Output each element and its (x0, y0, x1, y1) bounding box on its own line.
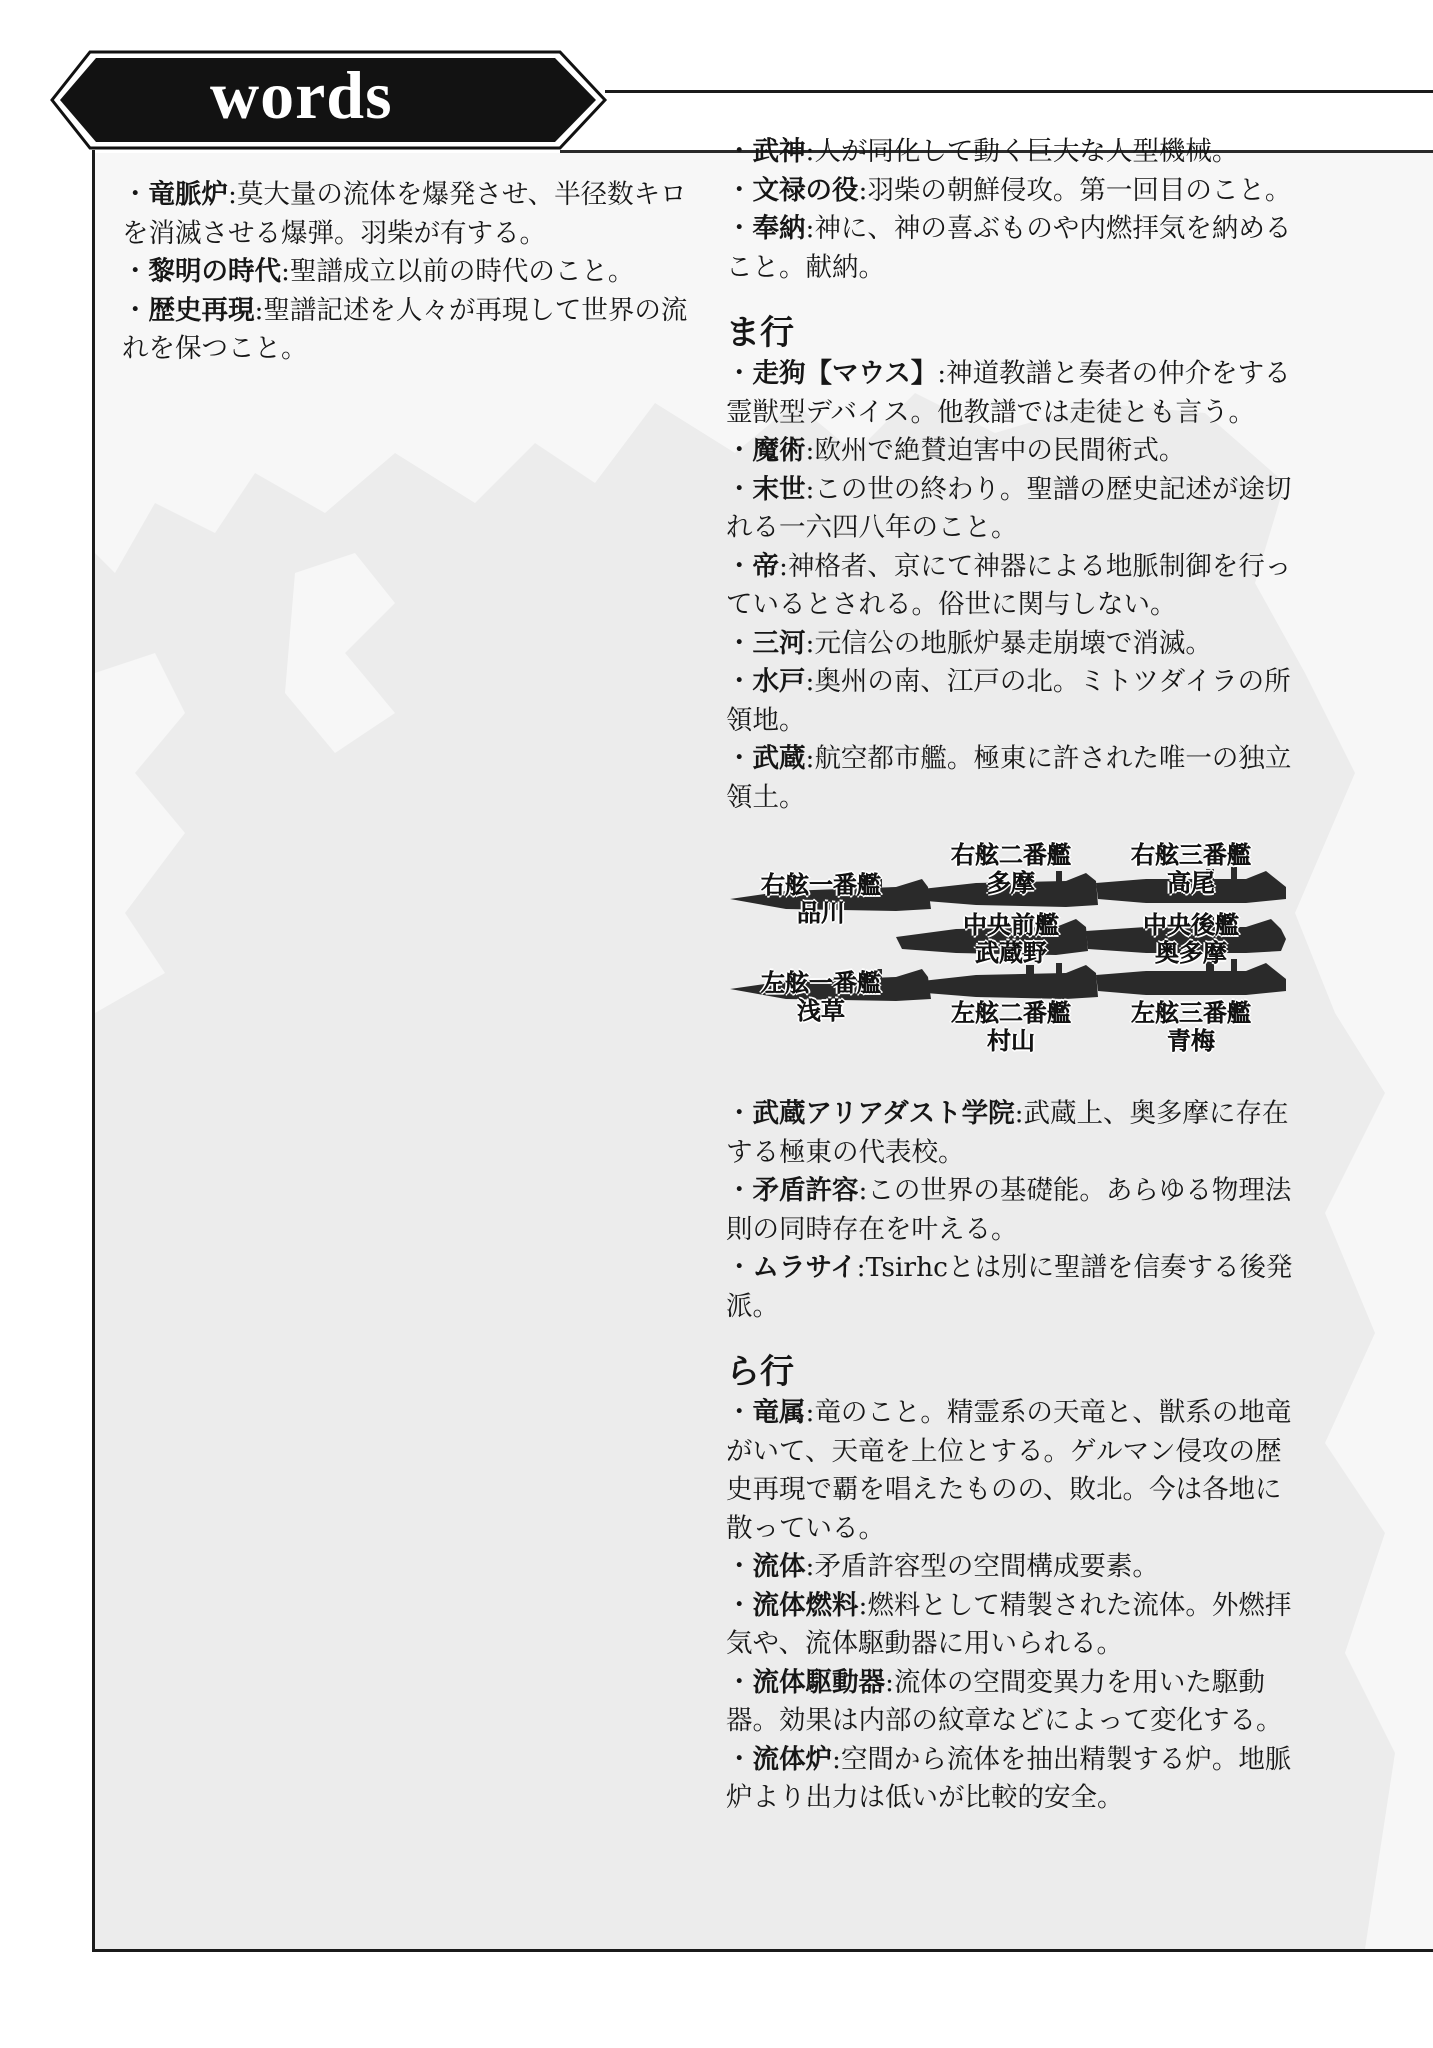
list-item: ・水戸:奥州の南、江戸の北。ミトツダイラの所領地。 (726, 666, 1291, 736)
section-heading-ma: ま行 (726, 313, 794, 353)
header-banner (0, 50, 620, 150)
ship-label-starboard-2: 右舷二番艦 多摩 (951, 840, 1071, 897)
page-title: words (210, 57, 393, 133)
list-item: ・末世:この世の終わり。聖譜の歴史記述が途切れる一六四八年のこと。 (726, 473, 1292, 543)
list-item: ・矛盾許容:この世界の基礎能。あらゆる物理法則の同時存在を叶える。 (726, 1175, 1292, 1245)
list-item: ・竜脈炉:莫大量の流体を爆発させ、半径数キロを消滅させる爆弾。羽柴が有する。 (122, 179, 687, 249)
mid-entry-list (726, 1095, 1306, 1326)
ship-label-starboard-3: 右舷三番艦 高尾 (1131, 840, 1251, 897)
ma-entry-list (726, 355, 1306, 817)
list-item: ・武神:人が同化して動く巨大な人型機械。 (726, 136, 1239, 167)
list-item: ・武蔵:航空都市艦。極東に許された唯一の独立領土。 (726, 743, 1292, 813)
list-item: ・武蔵アリアダスト学院:武蔵上、奥多摩に存在する極東の代表校。 (726, 1098, 1289, 1168)
left-entry-list (122, 176, 702, 369)
list-item: ・魔術:欧州で絶賛迫害中の民間術式。 (726, 435, 1186, 466)
list-item: ・流体:矛盾許容型の空間構成要素。 (726, 1551, 1159, 1582)
list-item: ・文禄の役:羽柴の朝鮮侵攻。第一回目のこと。 (726, 174, 1292, 206)
list-item: ・流体駆動器:流体の空間変異力を用いた駆動器。効果は内部の紋章などによって変化する。 (726, 1666, 1283, 1736)
right-column (726, 133, 1306, 1818)
ship-label-center-fore: 中央前艦 武蔵野 (963, 910, 1059, 967)
ra-entry-list (726, 1394, 1306, 1818)
ship-label-center-aft: 中央後艦 奥多摩 (1143, 910, 1239, 967)
frame-left-line (92, 150, 95, 1952)
ship-silhouette-port-2 (922, 963, 1098, 999)
frame-top-line (605, 90, 1433, 93)
list-item: ・竜属:竜のこと。精霊系の天竜と、獣系の地竜がいて、天竜を上位とする。ゲルマン侵攻の歴史再現で覇を唱えたものの、敗北。今は各地に散っている。 (726, 1397, 1292, 1544)
list-item: ・走狗【マウス】:神道教譜と奏者の仲介をする霊獣型デバイス。他教譜では走徒とも言う。 (726, 358, 1291, 428)
list-item: ・帝:神格者、京にて神器による地脈制御を行っているとされる。俗世に関与しない。 (726, 550, 1292, 620)
list-item: ・流体燃料:燃料として精製された流体。外燃拝気や、流体駆動器に用いられる。 (726, 1589, 1292, 1659)
ship-label-port-1: 左舷一番艦 浅草 (761, 968, 881, 1025)
ship-label-port-2: 左舷二番艦 村山 (951, 998, 1071, 1055)
right-top-entry-list (726, 133, 1306, 287)
list-item: ・流体炉:空間から流体を抽出精製する炉。地脈炉より出力は低いが比較的安全。 (726, 1743, 1292, 1813)
list-item: ・ムラサイ:Tsirhcとは別に聖譜を信奏する後発派。 (726, 1252, 1293, 1322)
frame-bottom-line (92, 1949, 1433, 1952)
list-item: ・黎明の時代:聖譜成立以前の時代のこと。 (122, 256, 635, 287)
fleet-diagram (726, 839, 1306, 1069)
list-item: ・歴史再現:聖譜記述を人々が再現して世界の流れを保つこと。 (122, 294, 688, 364)
ship-label-port-3: 左舷三番艦 青梅 (1131, 998, 1251, 1055)
ship-label-starboard-1: 右舷一番艦 品川 (761, 870, 881, 927)
section-heading-ra: ら行 (726, 1352, 794, 1392)
list-item: ・三河:元信公の地脈炉暴走崩壊で消滅。 (726, 627, 1212, 659)
left-column (122, 176, 702, 369)
list-item: ・奉納:神に、神の喜ぶものや内燃拝気を納めること。献納。 (726, 213, 1292, 283)
